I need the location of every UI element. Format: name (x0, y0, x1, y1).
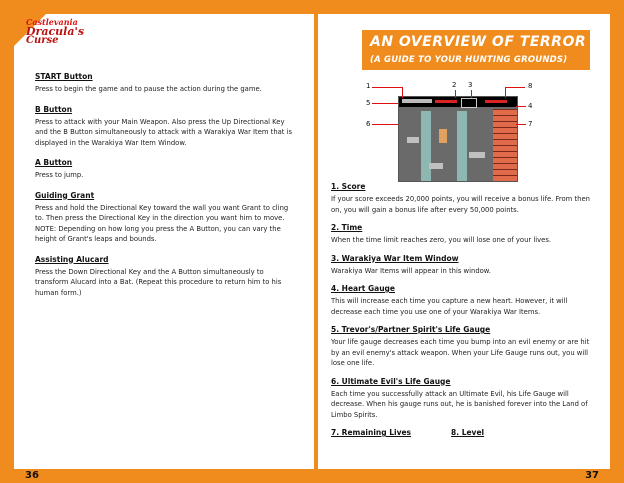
legend-player-life-gauge (331, 325, 591, 369)
legend-remaining-lives: 7. Remaining Lives (331, 428, 412, 437)
section-heading: 1. Score (331, 182, 366, 191)
section-body: This will increase each time you capture a new heart. However, it will decrease each time you use one of your Warakiya War Items. (331, 297, 568, 316)
game-stone (429, 163, 443, 169)
section-body: Press to begin the game and to pause the action during the game. (35, 85, 262, 93)
callout-leader (372, 87, 402, 88)
game-hud (399, 97, 517, 107)
logo-line-2: Dracula's (26, 25, 85, 38)
page-number-left: 36 (25, 470, 39, 481)
page-title: AN OVERVIEW OF TERROR (370, 34, 587, 50)
legend-last-row (331, 428, 591, 438)
section-heading: Assisting Alucard (35, 254, 109, 264)
callout-leader (505, 87, 525, 88)
callout-leader (471, 90, 472, 98)
section-heading: START Button (35, 72, 93, 81)
logo-line-3: Curse (26, 35, 59, 46)
callout-2: 2 (452, 81, 457, 89)
legend-boss-life-gauge (331, 377, 591, 421)
section-heading: B Button (35, 104, 73, 114)
legend-score (331, 182, 591, 215)
section-assisting-alucard (35, 255, 297, 299)
game-screenshot (398, 96, 518, 182)
section-body: Your life gauge decreases each time you bump into an evil enemy or are hit by an evil enemy's attack weapon. When your Life Gauge runs out, you will lose one life. (331, 338, 590, 367)
game-stone (469, 152, 485, 158)
controls-column (35, 72, 297, 308)
game-stone (407, 137, 419, 143)
callout-8: 8 (528, 82, 533, 90)
section-b-button (35, 105, 297, 149)
callout-1: 1 (366, 82, 371, 90)
legend-level: 8. Level (451, 428, 485, 437)
section-heading: 2. Time (331, 223, 363, 232)
section-body: Press the Down Directional Key and the A Button simultaneously to transform Alucard into a Bat. (Repeat this procedure to return him to his human form.) (35, 267, 282, 297)
callout-4: 4 (528, 102, 533, 110)
section-heading: 3. Warakiya War Item Window (331, 253, 459, 263)
game-logo (26, 17, 85, 48)
game-pillar (457, 111, 467, 181)
section-body: When the time limit reaches zero, you will lose one of your lives. (331, 236, 552, 244)
hud-score (402, 99, 432, 103)
section-heading: 6. Ultimate Evil's Life Gauge (331, 376, 451, 386)
section-guiding-grant (35, 191, 297, 245)
callout-6: 6 (366, 120, 371, 128)
section-start-button (35, 72, 297, 95)
callout-leader (516, 124, 526, 125)
callout-leader (505, 87, 506, 98)
callout-leader (516, 106, 526, 107)
hud-boss-life-gauge (485, 100, 507, 103)
section-body: Each time you successfully attack an Ultimate Evil, his Life Gauge will decrease. When his gauge runs out, he is banished forever into the Land of Limbo Spirits. (331, 389, 588, 419)
section-heading: Guiding Grant (35, 190, 95, 200)
player-sprite (439, 129, 447, 143)
callout-5: 5 (366, 99, 371, 107)
section-heading: 5. Trevor's/Partner Spirit's Life Gauge (331, 325, 491, 334)
section-body: Warakiya War Items will appear in this window. (331, 266, 491, 275)
section-a-button (35, 158, 297, 181)
hud-item-window (461, 98, 477, 108)
section-body: Press to jump. (35, 171, 84, 179)
callout-7: 7 (528, 120, 533, 128)
callout-leader (372, 124, 398, 125)
section-heading: A Button (35, 158, 73, 167)
callout-leader (455, 90, 456, 98)
legend-time (331, 223, 591, 246)
hud-legend-column (331, 182, 591, 438)
callout-leader (402, 87, 403, 98)
section-body: Press and hold the Directional Key toward the wall you want Grant to cling to. Then press the Directional Key in the direction you want him to move. (35, 203, 289, 222)
callout-leader (372, 103, 398, 104)
page-subtitle: (A GUIDE TO YOUR HUNTING GROUNDS) (370, 55, 568, 65)
logo-line-1: Castlevania (26, 17, 78, 27)
game-pillar (421, 111, 431, 181)
page-number-right: 37 (585, 470, 599, 481)
legend-war-item-window (331, 254, 591, 277)
legend-heart-gauge (331, 284, 591, 317)
section-heading: 4. Heart Gauge (331, 284, 396, 293)
section-note: NOTE: Depending on how long you press the A Button, you can vary the height of Grant's leaps and bounds. (35, 224, 281, 243)
section-body: Press to attack with your Main Weapon. Also press the Up Directional Key and the B Button simultaneously to attack with a Warakiya War Item that is displayed in the Warakiya War Item Window. (35, 117, 293, 147)
hud-player-life-gauge (435, 100, 457, 103)
game-brick-wall (493, 109, 517, 181)
section-body: If your score exceeds 20,000 points, you will receive a bonus life. From then on, you will gain a bonus life after every 50,000 points. (331, 195, 590, 214)
callout-3: 3 (468, 81, 473, 89)
